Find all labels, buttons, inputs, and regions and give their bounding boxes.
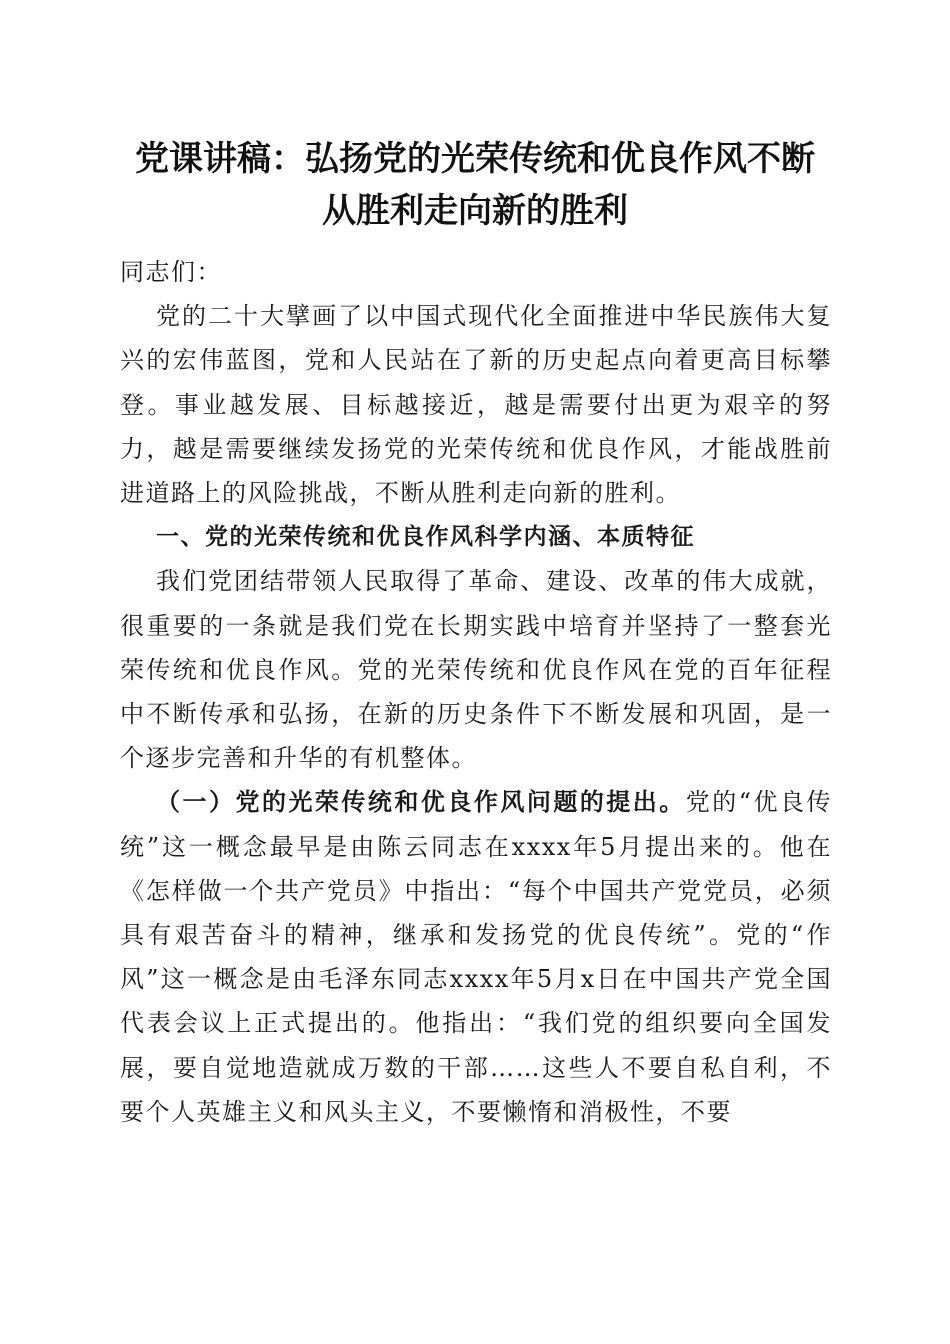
subsection-1-paragraph <box>120 780 832 1134</box>
subsection-1-lead: （一）党的光荣传统和优良作风问题的提出。 <box>156 787 686 817</box>
title-line-1: 党课讲稿：弘扬党的光荣传统和优良作风不断 <box>135 139 815 179</box>
subsection-1-text: 党的“优良传统”这一概念最早是由陈云同志在xxxx年5月提出来的。他在《怎样做一个共产党员》中指出：“每个中国共产党党员，必须具有艰苦奋斗的精神，继承和发扬党的优良传统”。党的“作风”这一概念是由毛泽东同志xxxx年5月x日在中国共产党全国代表会议上正式提出的。他指出：“我们党的组织要向全国发展，要自觉地造就成万数的干部……这些人不要自私自利，不要个人英雄主义和风头主义，不要懒惰和消极性，不要 <box>120 788 832 1126</box>
intro-paragraph: 党的二十大擘画了以中国式现代化全面推进中华民族伟大复兴的宏伟蓝图，党和人民站在了新的历史起点向着更高目标攀登。事业越发展、目标越接近，越是需要付出更为艰辛的努力，越是需要继续发扬党的光荣传统和优良作风，才能战胜前进道路上的风险挑战，不断从胜利走向新的胜利。 <box>120 302 832 508</box>
title-line-2: 从胜利走向新的胜利 <box>322 191 628 231</box>
document-title <box>100 133 850 237</box>
salutation: 同志们： <box>120 258 222 286</box>
section-1-paragraph: 我们党团结带领人民取得了革命、建设、改革的伟大成就，很重要的一条就是我们党在长期实践中培育并坚持了一整套光荣传统和优良作风。党的光荣传统和优良作风在党的百年征程中不断传承和弘扬，在新的历史条件下不断发展和巩固，是一个逐步完善和升华的有机整体。 <box>120 567 832 773</box>
document-body <box>120 250 832 1134</box>
section-heading-1: 一、党的光荣传统和优良作风科学内涵、本质特征 <box>156 524 695 551</box>
